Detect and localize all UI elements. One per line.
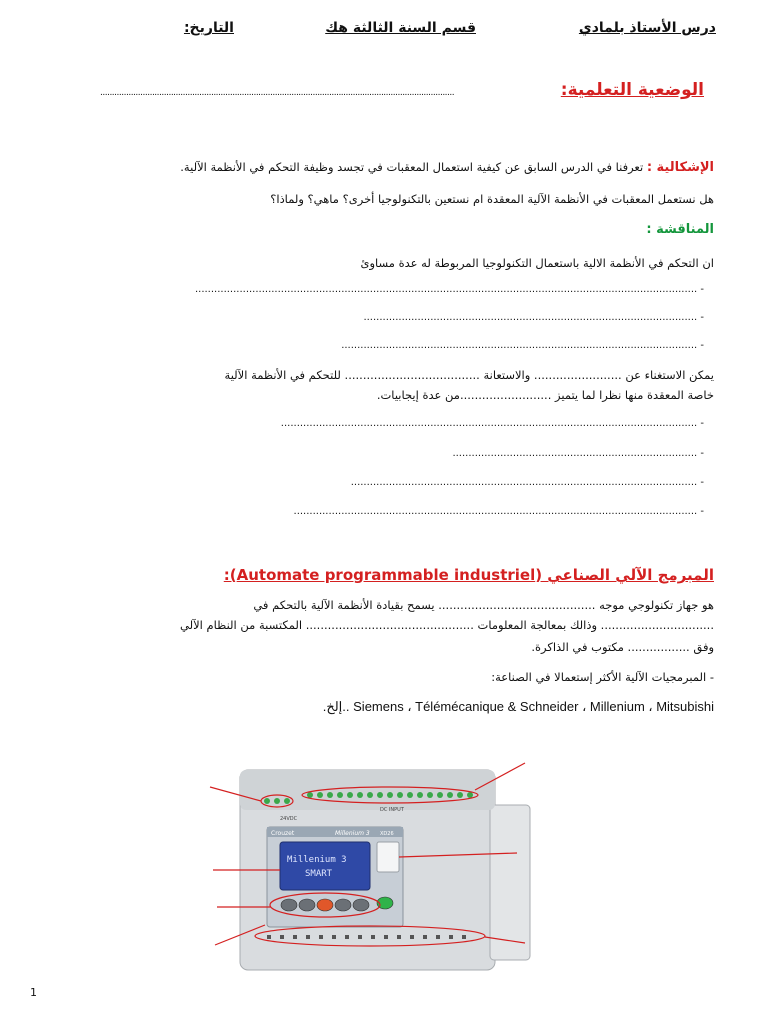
plc-used-intro: - المبرمجيات الآلية الأكثر إستعمالا في الصناعة: [491,670,714,684]
dc-input-label: DC INPUT [380,807,404,813]
plc-title: المبرمج الآلي الصناعي (Automate programmable industriel): [223,566,714,584]
plc-def-line2: ............................... وذالك بمعالجة المعلومات .............................................. المكتسبة من النظام الآلي [180,618,714,632]
date-label: التاريخ: [183,20,234,36]
teacher-heading: درس الأستاذ بلمادي [578,20,716,36]
situation-title: الوضعية التعلمية: [560,80,704,100]
blank-line: - ............................................................................. [452,448,704,459]
screen-line2: SMART [305,869,333,879]
blank-line: - ................................................................................................................ [341,340,704,351]
discussion-intro: ان التحكم في الأنظمة الالية باستعمال التكنولوجيا المربوطة له عدة مساوئ [360,256,714,270]
voltage-label: 24VDC [280,816,298,822]
discussion-para-line2: خاصة المعقدة منها نظرا لما يتميز .........................من عدة إيجابيات. [376,388,714,402]
section-heading: قسم السنة الثالثة هك [325,20,476,36]
problematic-text1: تعرفنا في الدرس السابق عن كيفية استعمال المعقبات في تجسد وظيفة التحكم في الأنظمة الآلية. [180,160,644,174]
situation-dots: ...................................................................................................................................................... [100,88,455,98]
blank-line: - ......................................................................................................... [363,312,704,323]
plc-def-line3: وفق ................. مكتوب في الذاكرة. [531,640,714,654]
plc-def-line1: هو جهاز تكنولوجي موجه ........................................... يسمح بقيادة الأنظمة الآلية بالتحكم في [253,598,714,612]
problematic-text2: هل نستعمل المعقبات في الأنظمة الآلية المعقدة ام نستعين بالتكنولوجيا أخرى؟ ماهي؟ ولماذا؟ [270,192,714,206]
brand-label: Crouzet [271,830,295,837]
plc-brands: Siemens ، Télémécanique & Schneider ، Millenium ، Mitsubishi ..إلخ. [322,699,714,714]
screen-line1: Millenium 3 [287,855,347,865]
ref-label: XD26 [380,831,394,837]
discussion-label: المناقشة : [646,222,714,237]
blank-line: - ................................................................................................................................... [280,418,704,429]
blank-line: - ............................................................................................................. [350,477,704,488]
problematic-label: الإشكالية : [646,160,714,175]
blank-line: - .............................................................................................................................................................. [194,284,704,295]
model-label: Millenium 3 [335,830,370,837]
discussion-para-line1: يمكن الاستغناء عن ........................ والاستعانة ..................................... للتحكم في الأنظمة الآلية [224,368,714,382]
problematic-line1 [180,160,714,175]
plc-device-image [205,745,535,975]
page-number: 1 [30,986,37,999]
blank-line: - ............................................................................................................................... [293,506,704,517]
